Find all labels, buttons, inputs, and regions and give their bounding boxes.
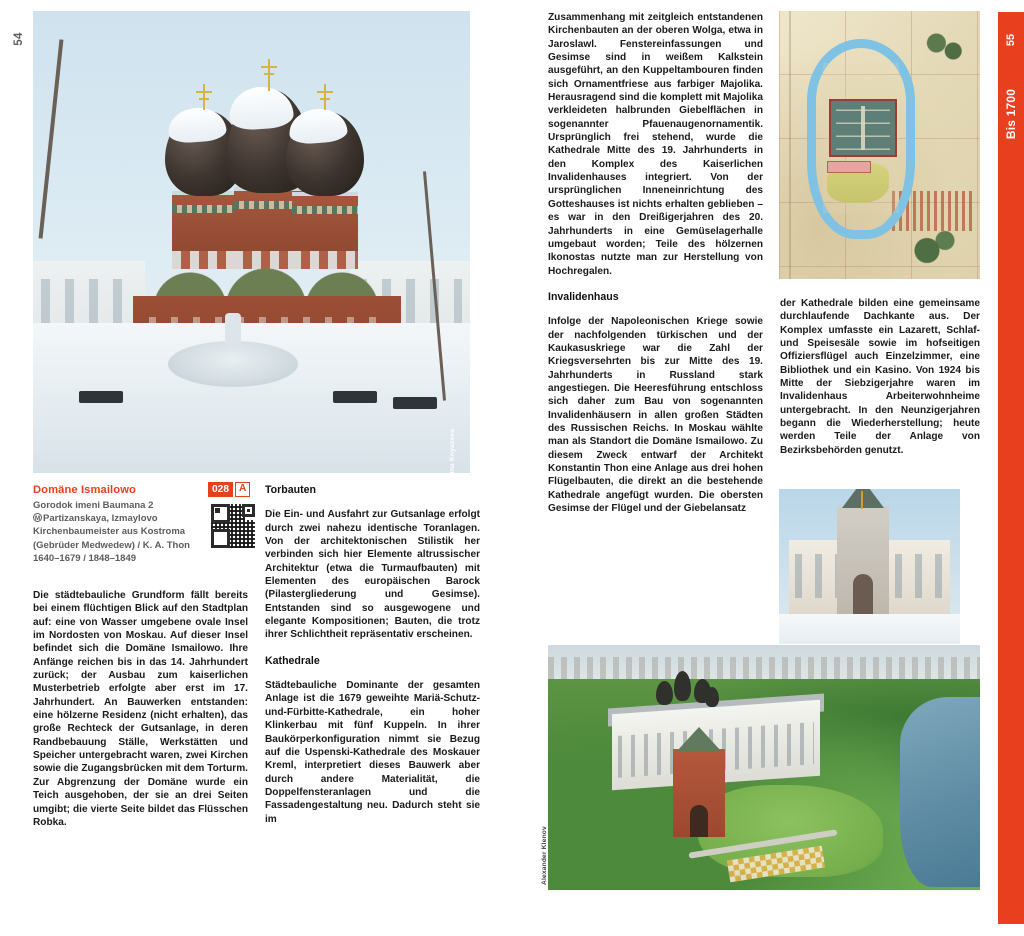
entry-title: Domäne Ismailowo (33, 484, 136, 496)
photo-bench (333, 391, 377, 403)
photo-bench (393, 397, 437, 409)
paragraph: Städtebauliche Dominante der gesamten Anlage ist die 1679 geweihte Mariä-Schutz-und-Fürbitte-Kathedrale, ein hoher Klinkerbau mit fünf Kuppeln. In ihrer Baukörperkonfiguration nimmt sie Bezug auf die Uspenski-Kathedrale des Moskauer Kreml, interpretiert dieses Bauwerk aber durch andere Materialität, die Doppelfensteranlagen und die Fassadengestaltung neu. Dadurch steht sie im (265, 680, 480, 825)
paragraph: Die städtebauliche Grundform fällt bereits bei einem flüchtigen Blick auf den Stadtplan auf: eine von Wasser umgebene ovale Insel im Nordosten von Moskau. Auf dieser Insel befindet sich die Domäne Ismailowo. Ihre Anfänge reichen bis in das 14. Jahrhundert zurück; der Ausbau zum kaiserlichen Musterbetrieb erfolgte aber erst im 17. Jahrhundert. An Bauwerken entstanden: eine hölzerne Residenz (nicht erhalten), das große Rechteck der Gutsanlage, in deren Randbebauung Ställe, Werkstätten und Speicher untergebracht waren, zwei Kirchen sowie die Zugangsbrücken mit dem Torturm. Zur Abgrenzung der Domäne wurde ein Teich ausgehoben, der sie an drei Seiten umgibt; die vierte Seite bildet das Flüsschen Robka. (33, 590, 248, 828)
orthodox-cross-icon (324, 84, 326, 110)
page-number-right: 55 (1005, 33, 1017, 47)
text-column-2 (265, 484, 480, 826)
aerial-photo-complex (548, 645, 980, 890)
entry-architect: Kirchenbaumeister aus Kostroma (33, 526, 186, 538)
photo-spire (861, 491, 863, 509)
subheading-invalidenhaus: Invalidenhaus (548, 290, 619, 303)
page-number-left: 54 (13, 32, 25, 46)
qr-code[interactable] (211, 504, 255, 548)
map-woodland (914, 27, 970, 67)
photo-dome (705, 687, 719, 707)
photo-credit-aerial: Alexander Klenov (541, 826, 548, 885)
photo-pond (900, 697, 980, 887)
orthodox-cross-icon (203, 84, 205, 110)
photo-dome (674, 671, 691, 701)
photo-fountain (168, 341, 298, 387)
text-column-3 (548, 11, 763, 515)
qr-finder-inner (215, 539, 220, 544)
paragraph: der Kathedrale bilden eine gemeinsame durchlaufende Dachkante aus. Der Komplex umfasste ein Lazarett, Schlaf- und Speisesäle sowie im hofseitigen Offiziersflügel auch Einzelzimmer, eine Bibliothek und ein Kasino. Von 1924 bis Mitte der Siebzigerjahre waren im Invalidenhaus Arbeiterwohnheime untergebracht. In den Neunzigerjahren begann die Wiederherstellung; heute werden Teile der Anlage von Bezirksbehörden genutzt. (780, 298, 980, 456)
photo-bench (79, 391, 123, 403)
entry-architect-secondary: (Gebrüder Medwedew) / K. A. Thon (33, 539, 190, 551)
section-tab-label: Bis 1700 (1004, 88, 1018, 140)
badge-letter: A (235, 482, 250, 497)
entry-badge (208, 482, 250, 497)
badge-number: 028 (208, 482, 233, 497)
photo-dome (656, 681, 673, 705)
paragraph: Die Ein- und Ausfahrt zur Gutsanlage erfolgt durch zwei nahezu identische Toranlagen. Von der architektonischen Stilistik her verbinden sich hier Elemente altrussischer Architektur (etwa die Turmaufbauten) mit Elementen des europäischen Barock (Pilastergliederung und Gesimse). Entstanden sind so ausgewogene und elegante Kompositionen; Bauten, die trotz ihrer Schlichtheit repräsentativ erscheinen. (265, 509, 480, 641)
qr-finder-top-right (242, 504, 255, 517)
photo-drum (172, 191, 238, 269)
photo-drum (292, 192, 358, 269)
photo-gate-tower (837, 506, 889, 618)
historic-map-image (779, 11, 980, 279)
photo-gate-tower (673, 749, 725, 837)
photo-credit-gate: Irina Knyazeva (968, 591, 975, 640)
metro-icon (33, 513, 42, 522)
photo-cathedral-domes (656, 671, 722, 707)
subheading-kathedrale: Kathedrale (265, 654, 320, 667)
map-estate-rectangle (829, 99, 897, 157)
orthodox-cross-icon (268, 59, 270, 91)
entry-address: Gorodok imeni Baumana 2 (33, 500, 154, 511)
entry-years: 1640–1679 / 1848–1849 (33, 552, 137, 564)
section-side-tab (998, 12, 1024, 924)
subheading-torbauten: Torbauten (265, 484, 317, 496)
qr-finder-inner (215, 508, 220, 513)
gate-tower-photo (779, 489, 960, 644)
entry-metro-stations: Partizanskaya, Izmaylovo (43, 513, 158, 525)
hero-photo-cathedral-winter (33, 11, 470, 473)
photo-dome (286, 111, 364, 196)
text-column-4 (780, 297, 980, 457)
photo-snow-ground (779, 614, 960, 644)
paragraph: Infolge der Napoleonischen Kriege sowie der nachfolgenden türkischen und der Kaukasuskriege war die Zahl der Kriegsversehrten bis zur Mitte des 19. Jahrhunderts in Russland stark angestiegen. Die Heeresführung entschloss sich daher zum Bau von sogenannten Invalidenhäusern in allen großen Städten des Russischen Reichs. In Moskau wählte man als Standort die Domäne Ismailowo. Zu diesem Zweck entwarf der Architekt Konstantin Thon eine Anlage aus drei hohen Flügelbauten, die direkt an die bestehende Kathedrale angefügt wurden. Die obersten Gesimse der Flügel und der Giebelansatz (548, 316, 763, 515)
map-structure (827, 161, 871, 173)
paragraph: Zusammenhang mit zeitgleich entstandenen Kirchenbauten an der oberen Wolga, etwa in Jaroslawl. Fenstereinfassungen und Gesimse sind in weißem Kalkstein ausgeführt, an den Kuppeltambouren finden sich Ornamentfriese aus farbiger Majolika. Herausragend sind die komplett mit Majolika verkleideten halbrunden Giebelflächen in sogenannter Pfauenaugenornamentik. Ursprünglich frei stehend, wurde die Kathedrale Mitte des 19. Jahrhunderts in den Komplex des Kaiserlichen Invalidenhauses integriert. Von der ursprünglichen Inneneinrichtung des Gotteshauses ist nichts erhalten geblieben – es war in den Dreißigerjahren des 20. Jahrhunderts in eine Gemüselagerhalle umgebaut worden; Teile des hölzernen Ikonostas nutzte man zur Herstellung von Hochregalen. (548, 12, 763, 277)
map-road (783, 11, 799, 279)
text-column-1 (33, 589, 248, 829)
photo-credit-hero: Irina Knyazeva (449, 429, 456, 478)
